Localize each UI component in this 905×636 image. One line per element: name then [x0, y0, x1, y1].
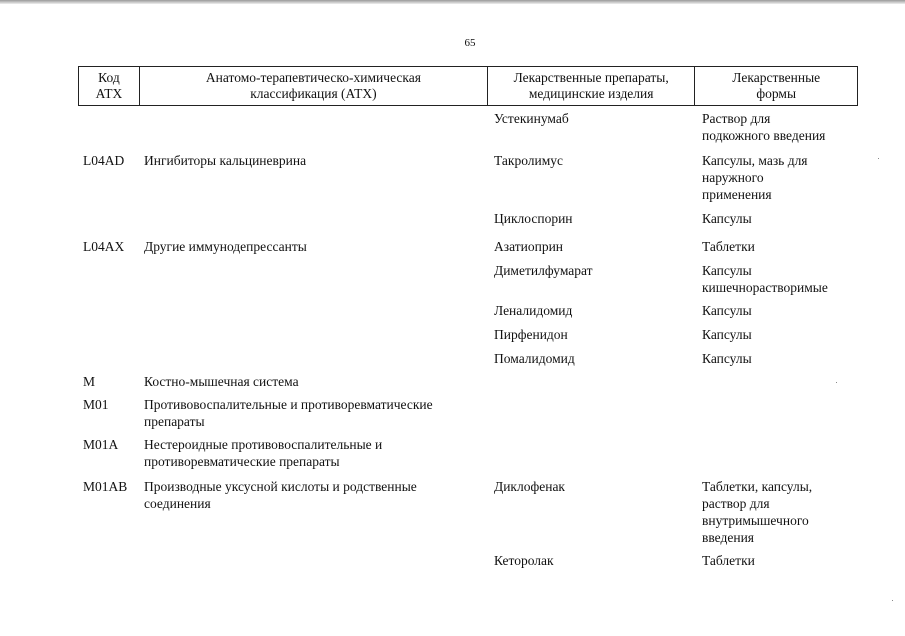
- header-drugs-text: Лекарственные препараты, медицинские изделия: [513, 70, 669, 101]
- row-classification: Другие иммунодепрессанты: [144, 239, 307, 254]
- row-form: Раствор для подкожного введения: [702, 111, 826, 143]
- row-form: Таблетки, капсулы, раствор для внутримышечного введения: [702, 479, 813, 545]
- header-forms-text: Лекарственные формы: [732, 70, 821, 101]
- row-form: Капсулы: [702, 211, 752, 226]
- row-classification: Производные уксусной кислоты и родственные соединения: [144, 479, 417, 511]
- row-classification: Противовоспалительные и противоревматические препараты: [144, 397, 433, 429]
- scan-speck: [836, 382, 837, 383]
- row-drug: Устекинумаб: [494, 111, 569, 126]
- row-form: Капсулы: [702, 327, 752, 342]
- header-forms: [695, 67, 857, 105]
- row-drug: Леналидомид: [494, 303, 573, 318]
- row-form: Таблетки: [702, 553, 755, 568]
- scan-speck: [892, 600, 893, 601]
- row-drug: Диклофенак: [494, 479, 565, 494]
- row-code: M: [83, 374, 96, 389]
- row-code: M01A: [83, 437, 119, 452]
- row-classification: Нестероидные противовоспалительные и противоревматические препараты: [144, 437, 383, 469]
- row-code: L04AX: [83, 239, 125, 254]
- scan-edge-shadow: [0, 3, 905, 4]
- row-drug: Азатиоприн: [494, 239, 564, 254]
- header-code-text: Код АТХ: [95, 70, 123, 101]
- row-form: Таблетки: [702, 239, 755, 254]
- scan-speck: [878, 158, 879, 159]
- row-form: Капсулы: [702, 303, 752, 318]
- page-number: 65: [464, 37, 476, 49]
- row-code: M01AB: [83, 479, 128, 494]
- row-drug: Кеторолак: [494, 553, 554, 568]
- row-drug: Циклоспорин: [494, 211, 573, 226]
- row-code: M01: [83, 397, 109, 412]
- row-classification: Костно-мышечная система: [144, 374, 299, 389]
- row-classification: Ингибиторы кальциневрина: [144, 153, 307, 168]
- row-form: Капсулы, мазь для наружного применения: [702, 153, 808, 202]
- row-drug: Пирфенидон: [494, 327, 568, 342]
- row-drug: Диметилфумарат: [494, 263, 593, 278]
- row-code: L04AD: [83, 153, 125, 168]
- table-header: [78, 66, 858, 106]
- header-drugs: [488, 67, 695, 105]
- row-drug: Помалидомид: [494, 351, 575, 366]
- header-classification: [140, 67, 488, 105]
- row-form: Капсулы: [702, 351, 752, 366]
- header-code: [79, 67, 140, 105]
- row-form: Капсулы кишечнорастворимые: [702, 263, 828, 295]
- header-classification-text: Анатомо-терапевтическо-химическая классификация (АТХ): [205, 70, 421, 101]
- row-drug: Такролимус: [494, 153, 564, 168]
